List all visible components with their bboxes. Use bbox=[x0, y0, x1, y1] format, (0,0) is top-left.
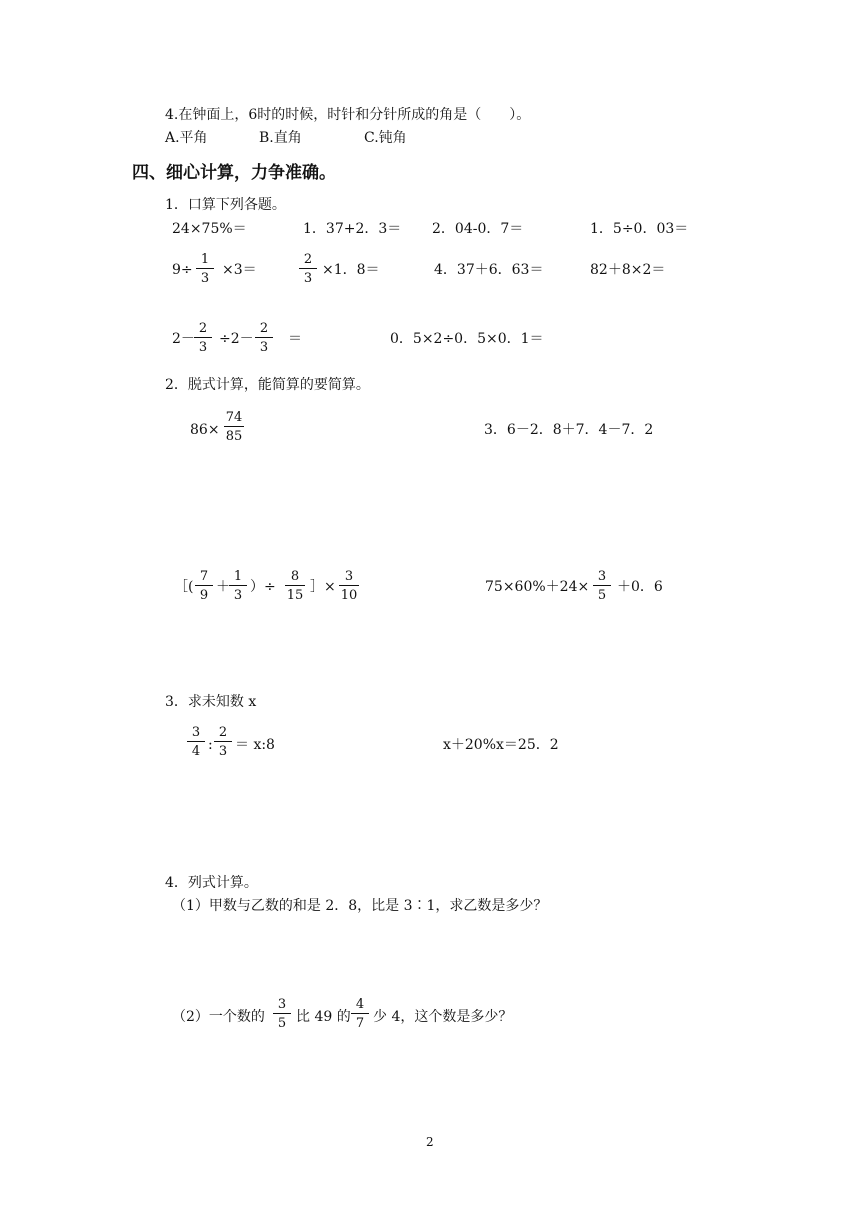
calc-9-post: ＝ bbox=[288, 331, 302, 347]
word-problem-2-mid: 比 49 的 bbox=[296, 1009, 351, 1025]
part1-title: 1．口算下列各题。 bbox=[165, 197, 286, 213]
expr-2: 3．6－2．8＋7．4－7．2 bbox=[484, 422, 654, 438]
word-problem-1: （1）甲数与乙数的和是 2．8，比是 3∶1，求乙数是多少？ bbox=[172, 898, 548, 914]
calc-9-pre: 2－ bbox=[172, 331, 195, 347]
option-b: B.直角 bbox=[259, 130, 302, 146]
fraction: 2 3 bbox=[212, 726, 234, 758]
fraction: 1 3 bbox=[194, 253, 216, 285]
fraction: 3 4 bbox=[185, 726, 207, 758]
fraction: 1 3 bbox=[227, 570, 249, 602]
option-a: A.平角 bbox=[165, 130, 208, 146]
word-problem-2-pre: （2）一个数的 bbox=[172, 1009, 265, 1025]
calc-10: 0．5×2÷0．5×0．1＝ bbox=[390, 331, 544, 347]
part4-title: 4．列式计算。 bbox=[165, 875, 258, 891]
ratio-colon: : bbox=[208, 737, 213, 753]
expr-3-open: ［( bbox=[174, 579, 194, 595]
fraction: 4 7 bbox=[349, 998, 371, 1030]
word-problem-2-post: 少 4，这个数是多少？ bbox=[373, 1009, 513, 1025]
calc-6-post: ×1．8＝ bbox=[322, 262, 380, 278]
calc-7: 4．37＋6．63＝ bbox=[434, 262, 544, 278]
expr-4-post: ＋0．6 bbox=[617, 579, 663, 595]
calc-8: 82＋8×2＝ bbox=[590, 262, 666, 278]
fraction: 2 3 bbox=[192, 322, 214, 354]
calc-2: 1．37+2．3＝ bbox=[303, 221, 402, 237]
expr-3-plus: ＋ bbox=[216, 579, 230, 595]
fraction: 3 10 bbox=[340, 569, 358, 603]
fraction: 2 3 bbox=[297, 253, 319, 285]
expr-4-pre: 75×60%＋24× bbox=[485, 579, 590, 595]
part3-title: 3．求未知数 x bbox=[165, 694, 257, 710]
expr-1-pre: 86× bbox=[190, 422, 220, 438]
calc-3: 2．04-0．7＝ bbox=[432, 221, 524, 237]
expr-3-close: ）÷ bbox=[250, 579, 276, 595]
calc-1: 24×75%＝ bbox=[172, 221, 247, 237]
calc-5-post: ×3＝ bbox=[222, 262, 257, 278]
part2-title: 2．脱式计算，能简算的要简算。 bbox=[165, 377, 370, 393]
equation-2: x＋20%x＝25．2 bbox=[443, 737, 559, 753]
equation-1-post: ＝ x:8 bbox=[235, 737, 275, 753]
fraction: 3 5 bbox=[271, 998, 293, 1030]
question-4-text: 4.在钟面上，6时的时候，时针和分针所成的角是（ ）。 bbox=[165, 107, 531, 123]
calc-5-pre: 9÷ bbox=[172, 262, 193, 278]
option-c: C.钝角 bbox=[364, 130, 407, 146]
fraction: 74 85 bbox=[225, 410, 243, 444]
fraction: 3 5 bbox=[591, 570, 613, 602]
section-heading: 四、细心计算，力争准确。 bbox=[132, 163, 336, 183]
expr-3-mid: ］× bbox=[310, 579, 336, 595]
fraction: 7 9 bbox=[193, 570, 215, 602]
calc-9-mid: ÷2－ bbox=[219, 331, 254, 347]
fraction: 8 15 bbox=[286, 569, 304, 603]
fraction: 2 3 bbox=[253, 322, 275, 354]
page-number: 2 bbox=[426, 1135, 434, 1149]
calc-4: 1．5÷0．03＝ bbox=[590, 221, 689, 237]
